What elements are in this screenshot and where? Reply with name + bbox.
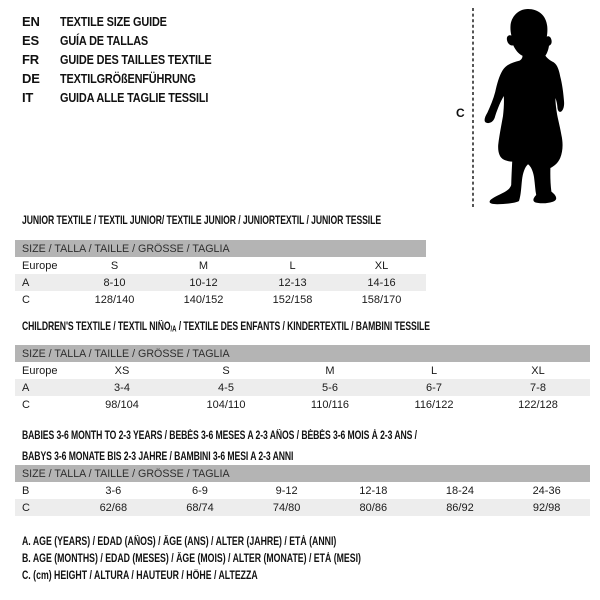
size-cell: 6-9 — [192, 484, 208, 497]
size-header-bar — [15, 240, 426, 257]
size-cell: 92/98 — [503, 499, 590, 516]
size-cell: M — [198, 259, 209, 272]
language-row-fr — [22, 50, 240, 69]
size-cell: XS — [114, 364, 130, 377]
language-code: FR — [22, 52, 39, 67]
size-header-bar — [15, 345, 590, 362]
size-cell: 152/158 — [272, 293, 313, 306]
size-cell: 14-16 — [337, 274, 426, 291]
table-row — [15, 396, 590, 413]
language-title: TEXTILGRÖßENFÜHRUNG — [60, 71, 196, 86]
children-table-title — [22, 321, 566, 334]
row-label-cell: Europe — [22, 364, 58, 377]
height-marker-label: C — [456, 106, 465, 120]
size-cell: L — [289, 259, 296, 272]
size-cell: 80/86 — [330, 499, 417, 516]
babies-size-table — [15, 465, 590, 516]
size-cell: 9-12 — [275, 484, 298, 497]
size-cell: S — [222, 364, 230, 377]
size-cell: 5-6 — [278, 379, 382, 396]
junior-table-title-text: JUNIOR TEXTILE / TEXTIL JUNIOR/ TEXTILE JUNIOR / JUNIORTEXTIL / JUNIOR TESSILE — [22, 215, 382, 227]
row-label-cell: Europe — [22, 259, 58, 272]
size-cell: 110/116 — [310, 398, 350, 411]
language-row-de — [22, 69, 240, 88]
title-part: CHILDREN'S TEXTILE / TEXTIL NIÑO — [22, 321, 171, 333]
size-cell: 24-36 — [532, 484, 561, 497]
table-row — [15, 482, 590, 499]
language-title: GUIDE DES TAILLES TEXTILE — [60, 52, 212, 67]
dashed-height-line-icon — [471, 8, 475, 208]
table-row — [15, 499, 590, 516]
table-row — [15, 362, 590, 379]
size-cell: 68/74 — [157, 499, 244, 516]
baby-silhouette — [481, 4, 586, 209]
row-label-cell: B — [22, 484, 30, 497]
table-row — [15, 257, 426, 274]
footnote-c-text: C. (cm) HEIGHT / ALTURA / HAUTEUR / HÖHE / ALTEZZA — [22, 570, 258, 583]
children-table-title-text — [22, 321, 430, 334]
row-label-cell: A — [15, 379, 70, 396]
footnotes — [22, 534, 468, 586]
row-label-cell: C — [22, 293, 30, 306]
size-cell: 86/92 — [417, 499, 504, 516]
size-header-bar — [15, 465, 590, 482]
table-row — [15, 291, 426, 308]
language-code: IT — [22, 90, 34, 105]
language-title: GUÍA DE TALLAS — [60, 33, 149, 48]
babies-table-title — [22, 426, 549, 467]
table-row — [15, 379, 590, 396]
language-code: EN — [22, 14, 40, 29]
footnote-b — [22, 551, 468, 568]
size-cell: 3-4 — [70, 379, 174, 396]
language-title: GUIDA ALLE TAGLIE TESSILI — [60, 90, 209, 105]
babies-title-line1: BABIES 3-6 MONTH TO 2-3 YEARS / BEBÉS 3-6 MESES A 2-3 AÑOS / BÉBÉS 3-6 MOIS À 2-3 ANS / — [22, 430, 417, 442]
size-cell: 7-8 — [486, 379, 590, 396]
size-cell: 98/104 — [105, 398, 139, 411]
footnote-c — [22, 568, 468, 585]
language-code: DE — [22, 71, 40, 86]
babies-title-line2: BABYS 3-6 MONATE BIS 2-3 JAHRE / BAMBINI 3-6 MESI A 2-3 ANNI — [22, 450, 294, 463]
footnote-b-text: B. AGE (MONTHS) / EDAD (MESES) / ÂGE (MOIS) / ALTER (MONATE) / ETÀ (MESI) — [22, 553, 361, 566]
footnote-a-text: A. AGE (YEARS) / EDAD (AÑOS) / ÂGE (ANS) / ALTER (JAHRE) / ETÀ (ANNI) — [22, 536, 337, 548]
row-label-cell: C — [15, 499, 70, 516]
children-size-table — [15, 345, 590, 413]
size-cell: 12-13 — [248, 274, 337, 291]
size-header-text: SIZE / TALLA / TAILLE / GRÖSSE / TAGLIA — [22, 242, 230, 255]
size-cell: 4-5 — [174, 379, 278, 396]
language-row-es — [22, 31, 240, 50]
size-cell: 12-18 — [359, 484, 388, 497]
size-cell: 74/80 — [243, 499, 330, 516]
language-row-it — [22, 88, 240, 107]
size-cell: S — [110, 259, 119, 272]
title-subscript: /A — [170, 324, 177, 334]
size-cell: XL — [531, 364, 545, 377]
size-cell: 104/110 — [206, 398, 246, 411]
size-cell: 140/152 — [183, 293, 224, 306]
junior-size-table — [15, 240, 426, 308]
footnote-a — [22, 534, 468, 551]
size-cell: 128/140 — [94, 293, 135, 306]
language-header — [22, 12, 240, 107]
size-cell: 62/68 — [70, 499, 157, 516]
size-cell: M — [325, 364, 335, 377]
row-label-cell: C — [22, 398, 30, 411]
size-cell: 116/122 — [414, 398, 454, 411]
size-cell: 18-24 — [445, 484, 475, 497]
size-cell: XL — [374, 259, 389, 272]
size-cell: 122/128 — [518, 398, 558, 411]
size-cell: 8-10 — [70, 274, 159, 291]
title-part: / TEXTILE DES ENFANTS / KINDERTEXTIL / BAMBINI TESSILE — [176, 321, 430, 333]
size-cell: L — [430, 364, 438, 377]
language-title: TEXTILE SIZE GUIDE — [60, 14, 167, 29]
size-cell: 3-6 — [105, 484, 122, 497]
size-header-text: SIZE / TALLA / TAILLE / GRÖSSE / TAGLIA — [22, 467, 230, 480]
table-row — [15, 274, 426, 291]
row-label-cell: A — [15, 274, 70, 291]
size-cell: 158/170 — [361, 293, 402, 306]
language-code: ES — [22, 33, 39, 48]
size-cell: 6-7 — [382, 379, 486, 396]
junior-table-title — [22, 215, 501, 227]
size-cell: 10-12 — [159, 274, 248, 291]
size-header-text: SIZE / TALLA / TAILLE / GRÖSSE / TAGLIA — [22, 347, 230, 360]
language-row-en — [22, 12, 240, 31]
